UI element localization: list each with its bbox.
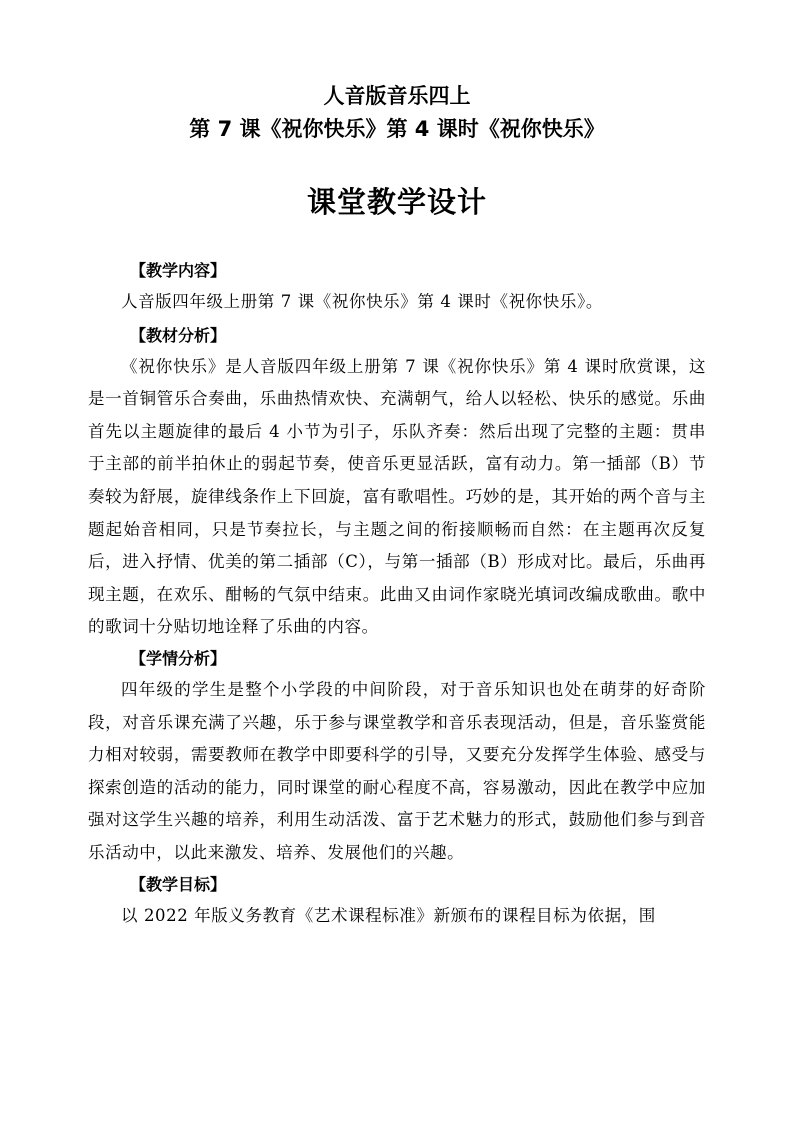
section-heading-material: 【教材分析】 [130, 325, 227, 345]
document-title: 课堂教学设计 [306, 185, 487, 219]
section-text-content: 人音版四年级上册第 7 课《祝你快乐》第 4 课时《祝你快乐》。 [121, 292, 603, 311]
document-body [88, 256, 706, 932]
section-text-learner: 四年级的学生是整个小学段的中间阶段，对于音乐知识也处在萌芽的好奇阶段，对音乐课充满了兴趣，乐于参与课堂教学和音乐表现活动，但是，音乐鉴赏能力相对较弱，需要教师在教学中即要科学的引导，又要充分发挥学生体验、感受与探索创造的活动的能力，同时课堂的耐心程度不高，容易激动，因此在教学中应加强对这学生兴趣的培养，利用生动活泼、富于艺术魅力的形式，鼓励他们参与到音乐活动中，以此来激发、培养、发展他们的兴趣。 [88, 679, 706, 862]
section-heading-content: 【教学内容】 [130, 261, 227, 280]
section-heading-learner: 【学情分析】 [130, 648, 227, 668]
section-text-material: 《祝你快乐》是人音版四年级上册第 7 课《祝你快乐》第 4 课时欣赏课，这是一首铜管乐合奏曲，乐曲热情欢快、充满朝气，给人以轻松、快乐的感觉。乐曲首先以主题旋律的最后 4 小节为引子，乐队齐奏：然后出现了完整的主题：贯串于主部的前半拍休止的弱起节奏，使音乐更显活跃，富有动力。第一插部（B）节奏较为舒展，旋律线条作上下回旋，富有歌唱性。巧妙的是，其开始的两个音与主题起始音相同，只是节奏拉长，与主题之间的衔接顺畅而自然：在主题再次反复后，进入抒情、优美的第二插部（C），与第一插部（B）形成对比。最后，乐曲再现主题，在欢乐、酣畅的气氛中结束。此曲又由词作家晓光填词改编成歌曲。歌中的歌词十分贴切地诠释了乐曲的内容。 [88, 356, 706, 637]
section-heading-goal: 【教学目标】 [130, 874, 227, 894]
lesson-title: 第 7 课《祝你快乐》第 4 课时《祝你快乐》 [189, 117, 605, 141]
course-title: 人音版音乐四上 [323, 84, 471, 108]
section-text-goal: 以 2022 年版义务教育《艺术课程标准》新颁布的课程目标为依据，围 [121, 905, 656, 925]
